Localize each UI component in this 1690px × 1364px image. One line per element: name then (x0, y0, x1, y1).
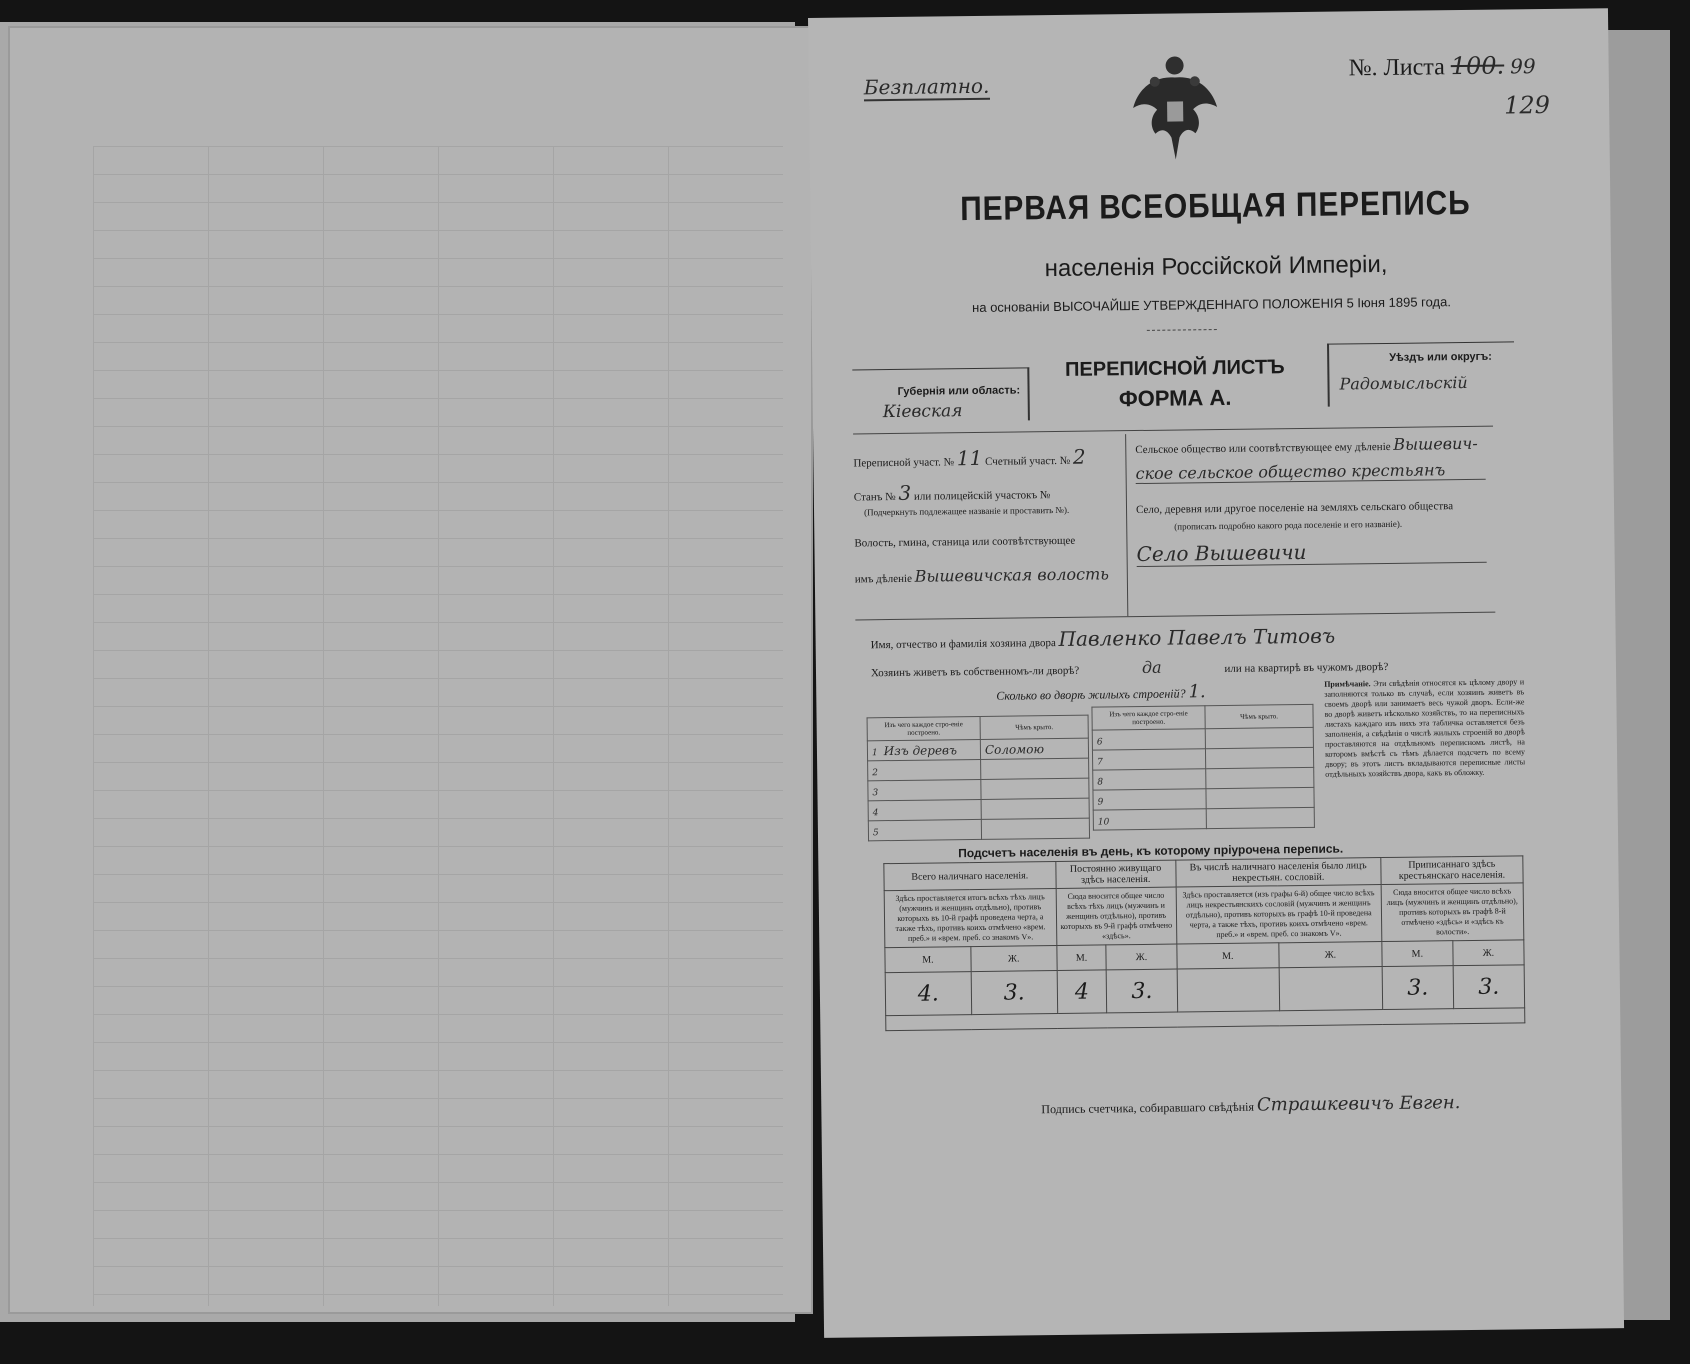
sheet-number-value: 100. (1450, 51, 1505, 81)
population-column-header: Постоянно живущаго здѣсь населенія. (1055, 860, 1175, 888)
stan-note: (Подчеркнуть подлежащее названіе и проставить №). (863, 504, 1070, 518)
volost-field (855, 564, 1109, 586)
building-row (1093, 767, 1314, 790)
building-roof-cell (981, 798, 1089, 819)
population-column-description: Сюда вносится общее число всѣхъ лицъ (мужчинъ и женщинъ отдѣльно), противъ которыхъ въ графѣ 8-й отмѣчено «здѣсь» и «здѣсь къ волости». (1381, 883, 1524, 942)
male-count: 4 (1057, 970, 1107, 1014)
own-yard-label: Хозяинъ живетъ въ собственномъ-ли дворѣ? (870, 664, 1080, 680)
signature-value: Страшкевичъ Евген. (1256, 1092, 1461, 1116)
ornamental-divider (1147, 329, 1217, 331)
building-material-cell (1093, 769, 1206, 790)
male-count: 4. (885, 972, 971, 1016)
gubernia-box (852, 367, 1030, 422)
population-column-header: Приписаннаго здѣсь крестьянскаго населенія. (1381, 856, 1523, 885)
male-label: М. (1176, 943, 1279, 969)
population-column-header: Въ числѣ наличнаго населенія было лицъ некрестьян. сословій. (1175, 858, 1381, 888)
own-yard-field (871, 655, 1389, 680)
building-row (868, 818, 1089, 841)
female-label: Ж. (1106, 944, 1177, 970)
building-material-cell (868, 799, 981, 820)
population-title: Подсчетъ населенія въ день, къ которому пріурочена перепись. (958, 841, 1344, 861)
building-row (868, 798, 1089, 821)
population-table (883, 855, 1525, 1031)
sheet-number-label: №. Листа (1348, 54, 1445, 82)
census-area-value: 11 (956, 445, 983, 471)
buildings-count-label: Сколько во дворѣ жилыхъ строеній? (996, 686, 1186, 703)
volost-value: Вышевичская волость (914, 564, 1110, 586)
building-material-cell (1092, 749, 1205, 770)
building-material-cell (868, 759, 981, 780)
rule (1125, 434, 1128, 616)
female-label: Ж. (971, 946, 1057, 972)
counting-area-value: 2 (1072, 444, 1086, 469)
building-material-cell (1093, 809, 1206, 830)
female-count: 3. (971, 971, 1057, 1015)
uezd-label: Уѣздъ или округъ: (1389, 350, 1492, 364)
building-number: 4 (872, 807, 879, 818)
female-label: Ж. (1279, 942, 1382, 968)
census-basis: на основаніи ВЫСОЧАЙШЕ УТВЕРЖДЕННАГО ПОЛОЖЕНІЯ 5 Іюня 1895 года. (972, 294, 1452, 316)
owner-name-field (870, 624, 1335, 654)
owner-name-value: Павленко Павелъ Титовъ (1058, 623, 1336, 651)
building-material-cell (867, 739, 980, 760)
own-yard-value: да (1141, 657, 1162, 677)
gubernia-label: Губернія или область: (897, 384, 1021, 398)
society-value-2: ское сельское общество крестьянъ (1135, 460, 1485, 484)
stan-label: Станъ № (853, 490, 896, 504)
male-label: М. (1057, 945, 1107, 971)
building-roof-cell (1205, 727, 1313, 748)
society-field (1135, 434, 1505, 458)
counting-area-label: Счетный участ. № (984, 454, 1071, 468)
building-roof-cell (1206, 807, 1314, 828)
building-row (868, 778, 1089, 801)
census-subtitle: населенія Россійской Имперіи, (1044, 250, 1388, 283)
building-roof-cell (1206, 787, 1314, 808)
male-count (1177, 968, 1280, 1012)
gubernia-value: Кіевская (882, 401, 963, 423)
note-title: Примѣчаніе. (1324, 679, 1371, 689)
building-number: 8 (1097, 776, 1104, 788)
building-material-value: Изъ деревъ (883, 742, 958, 758)
village-label: Село, деревня или другое поселеніе на земляхъ сельскаго общества (1135, 500, 1454, 517)
form-title-box (1027, 350, 1323, 418)
buildings-count-field (996, 681, 1206, 705)
rented-label: или на квартирѣ въ чужомъ дворѣ? (1224, 660, 1389, 675)
building-material-cell (868, 819, 981, 840)
stan-suffix: или полицейскій участокъ № (913, 489, 1051, 503)
building-roof-cell (1205, 747, 1313, 768)
building-row (1092, 727, 1313, 750)
building-row (867, 738, 1088, 761)
rule (855, 612, 1495, 621)
form-title-line2: ФОРМА А. (1118, 384, 1232, 412)
signature-field (1041, 1092, 1460, 1118)
building-number: 2 (872, 767, 879, 778)
building-roof-cell (981, 818, 1089, 839)
building-number: 3 (872, 787, 879, 798)
volost-label: Волость, гмина, станица или соотвѣтствующее (854, 534, 1076, 550)
building-number: 7 (1097, 756, 1103, 768)
building-row (868, 758, 1089, 781)
population-column-description: Сюда вносится общее число всѣхъ тѣхъ лицъ (мужчинъ и женщинъ отдѣльно), противъ которыхъ въ 9-й графѣ отмѣчено «здѣсь». (1056, 887, 1177, 945)
census-title: ПЕРВАЯ ВСЕОБЩАЯ ПЕРЕПИСЬ (959, 183, 1471, 229)
col-material-header: Изъ чего каждое стро-еніе построено. (1092, 706, 1205, 730)
census-area-label: Переписной участ. № (853, 456, 955, 470)
free-label: Безплатно. (863, 73, 990, 100)
building-number: 6 (1096, 736, 1103, 748)
building-number: 10 (1097, 816, 1110, 828)
buildings-count-value: 1. (1188, 681, 1206, 703)
census-area-field (853, 445, 1085, 472)
female-label: Ж. (1453, 940, 1524, 966)
building-number: 9 (1097, 796, 1104, 808)
population-column-header: Всего наличнаго населенія. (884, 862, 1056, 891)
col-roof-header: Чѣмъ крыто. (980, 715, 1088, 739)
building-roof-cell (981, 758, 1089, 779)
building-roof-cell: Соломою (980, 738, 1088, 759)
building-number: 5 (872, 827, 879, 838)
col-roof-header: Чѣмъ крыто. (1205, 704, 1313, 728)
building-row (1093, 807, 1314, 830)
building-roof-cell (1206, 767, 1314, 788)
sheet-number-alt: 99 (1510, 54, 1536, 79)
male-count: 3. (1382, 966, 1454, 1010)
form-title-line1: ПЕРЕПИСНОЙ ЛИСТЪ (1064, 356, 1285, 381)
sheet-number (1348, 51, 1535, 82)
archive-number: 129 (1503, 90, 1551, 120)
building-material-cell (1092, 729, 1205, 750)
volost-label2: имъ дѣленіе (854, 572, 912, 586)
building-material-cell (1093, 789, 1206, 810)
faded-ruled-grid (93, 146, 783, 1306)
female-count (1279, 967, 1382, 1011)
society-label: Сельское общество или соотвѣтствующее ему дѣленіе (1135, 440, 1391, 457)
uezd-value: Радомысльскій (1339, 372, 1468, 394)
building-roof-cell (981, 778, 1089, 799)
building-row (1092, 747, 1313, 770)
population-column-description: Здѣсь проставляется итогъ всѣхъ тѣхъ лицъ (мужчинъ и женщинъ отдѣльно), противъ которыхъ въ 10-й графѣ проведена черта, а также тѣхъ, противъ коихъ отмѣчено «врем. преб.» и «врем. преб. со знакомъ V». (884, 889, 1056, 948)
female-count: 3. (1107, 969, 1178, 1013)
col-material-header: Изъ чего каждое стро-еніе построено. (867, 716, 980, 740)
village-value: Село Вышевичи (1136, 538, 1486, 567)
signature-label: Подпись счетчика, собиравшаго свѣдѣнія (1041, 1099, 1255, 1117)
rule (853, 426, 1493, 435)
male-label: М. (1382, 941, 1453, 967)
double-headed-eagle-emblem (1126, 51, 1223, 164)
note-text: Эти свѣдѣнія относятся къ цѣлому двору и заполняются только въ случаѣ, если хозяинъ живетъ въ своемъ дворѣ или занимаетъ весь чужой дворъ. Если-же во дворѣ живетъ нѣсколько хозяйствъ, то на переписныхъ листахъ каждаго изъ нихъ эта табличка оставляется безъ заполненія, а свѣдѣнія о числѣ жилыхъ строеній во дворѣ проставляются на отдѣльномъ переписномъ листѣ, на которомъ вмѣстѣ съ тѣмъ дѣлается подсчетъ по всему двору; въ этотъ листъ вкладываются переписные листы отдѣльныхъ хозяйствъ двора, какъ въ обложку. (1324, 677, 1526, 779)
male-label: М. (885, 947, 971, 973)
buildings-table-left (867, 715, 1090, 842)
building-material-cell (868, 779, 981, 800)
stan-field (854, 479, 1051, 505)
census-form-page (808, 8, 1624, 1338)
owner-name-label: Имя, отчество и фамилія хозяина двора (870, 637, 1056, 652)
stan-value: 3 (898, 480, 912, 505)
village-note: (прописать подробно какого рода поселеніе и его названіе). (1174, 518, 1403, 532)
left-page (8, 26, 813, 1314)
uezd-box (1327, 341, 1515, 406)
buildings-table-right (1091, 704, 1314, 831)
building-row (1093, 787, 1314, 810)
female-count: 3. (1453, 965, 1525, 1009)
society-value-1: Вышевич- (1393, 433, 1478, 454)
population-column-description: Здѣсь проставляется (изъ графы 6-й) общее число всѣхъ лицъ некрестьянскихъ сословій (мужчинъ и женщинъ отдѣльно), противъ которыхъ въ графѣ 10-й проведена черта, а также тѣхъ, противъ коихъ отмѣчено «врем. преб.» и «врем. преб. со знакомъ V». (1176, 885, 1382, 945)
building-number: 1 (871, 747, 878, 758)
note-block (1324, 677, 1525, 779)
